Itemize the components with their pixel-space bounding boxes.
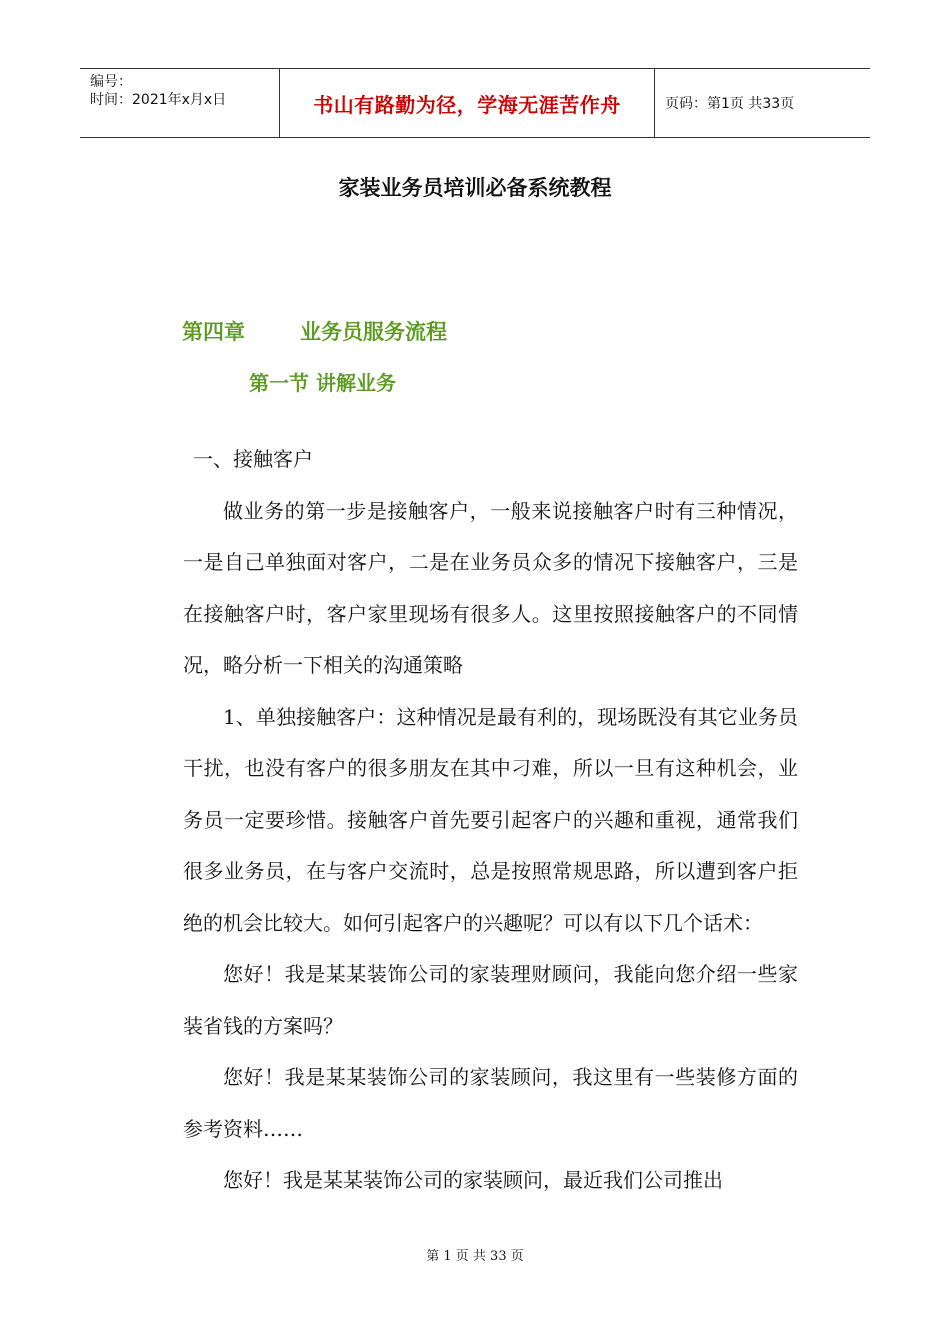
document-header [80, 68, 870, 138]
subheading: 一、接触客户 [193, 447, 313, 471]
paragraph: 做业务的第一步是接触客户，一般来说接触客户时有三种情况，一是自己单独面对客户，二是在业务员众多的情况下接触客户，三是在接触客户时，客户家里现场有很多人。这里按照接触客户的不同情况，略分析一下相关的沟通策略 [183, 498, 798, 677]
number-label: 编号： [90, 74, 132, 90]
document-title: 家装业务员培训必备系统教程 [338, 176, 612, 200]
chapter-number: 第四章 [182, 320, 245, 344]
chapter-heading [182, 316, 447, 346]
page-footer: 第 1 页 共 33 页 [426, 1249, 524, 1264]
header-motto: 书山有路勤为径，学海无涯苦作舟 [280, 69, 655, 137]
paragraph: 您好！我是某某装饰公司的家装顾问，最近我们公司推出 [223, 1168, 723, 1192]
body-text [183, 434, 798, 1207]
header-meta [80, 69, 280, 137]
time-label: 时间：2021年x月x日 [90, 92, 227, 108]
header-page-info: 页码：第1页 共33页 [665, 96, 795, 112]
chapter-name: 业务员服务流程 [300, 320, 447, 344]
paragraph: 您好！我是某某装饰公司的家装理财顾问，我能向您介绍一些家装省钱的方案吗？ [183, 962, 798, 1038]
section-heading: 第一节 讲解业务 [249, 371, 396, 395]
paragraph: 您好！我是某某装饰公司的家装顾问，我这里有一些装修方面的参考资料…… [183, 1065, 798, 1141]
paragraph: 1、单独接触客户：这种情况是最有利的，现场既没有其它业务员干扰，也没有客户的很多朋友在其中刁难，所以一旦有这种机会，业务员一定要珍惜。接触客户首先要引起客户的兴趣和重视，通常我们很多业务员，在与客户交流时，总是按照常规思路，所以遭到客户拒绝的机会比较大。如何引起客户的兴趣呢？可以有以下几个话术： [183, 704, 798, 935]
